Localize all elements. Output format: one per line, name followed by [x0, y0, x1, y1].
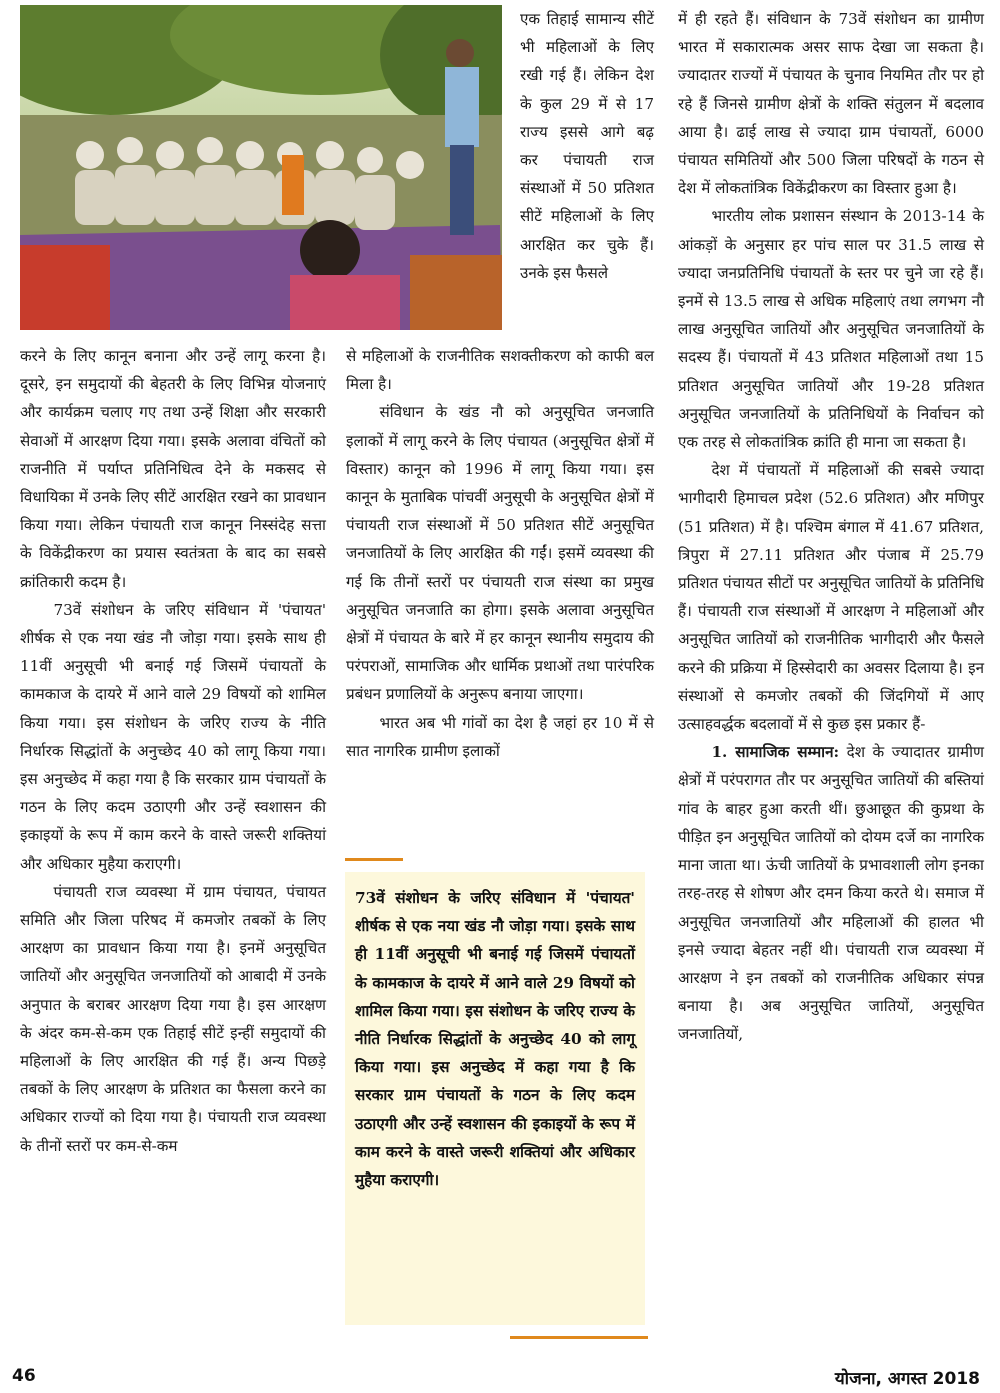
column-3-text: [678, 5, 984, 1049]
callout-box: [345, 872, 645, 1325]
callout-top-rule: [345, 858, 403, 861]
section-1-text: देश के ज्यादातर ग्रामीण क्षेत्रों में परंपरागत तौर पर अनुसूचित जातियों की बस्तियां गांव के बाहर हुआ करती थीं। छुआछूत की कुप्रथा के पीड़ित इन अनुसूचित जातियों को दोयम दर्जे का नागरिक माना जाता था। ऊंची जातियों के प्रभावशाली लोग इनका तरह-तरह से शोषण और दमन किया करते थे। समाज में अनुसूचित जनजातियों और महिलाओं की हालत भी इनसे ज्यादा बेहतर नहीं थी। पंचायती राज व्यवस्था में आरक्षण ने इन तबकों को राजनीतिक अधिकार संपन्न बनाया है। अब अनुसूचित जातियों, अनुसूचित जनजातियों,: [678, 743, 984, 1044]
section-1-paragraph: [678, 738, 984, 1048]
callout-text: 73वें संशोधन के जरिए संविधान में 'पंचायत' शीर्षक से एक नया खंड नौ जोड़ा गया। इसके साथ ही 11वीं अनुसूची भी बनाई गई जिसमें पंचायतों के कामकाज के दायरे में आने वाले 29 विषयों को शामिल किया गया। इस संशोधन के जरिए राज्य के नीति निर्धारक सिद्धांतों के अनुच्छेद 40 को लागू किया गया। इस अनुच्छेद में कहा गया है कि सरकार ग्राम पंचायतों के गठन के लिए कदम उठाएगी और उन्हें स्वशासन की इकाइयों के रूप में काम करने के वास्ते जरूरी शक्तियां और अधिकार मुहैया कराएगी।: [355, 889, 635, 1190]
paragraph: पंचायती राज व्यवस्था में ग्राम पंचायत, पंचायत समिति और जिला परिषद में कमजोर तबकों के लिए आरक्षण का प्रावधान किया गया है। इनमें अनुसूचित जातियों और अनुसूचित जनजातियों को आबादी में उनके अनुपात के बराबर आरक्षण दिया गया है। इस आरक्षण के अंदर कम-से-कम एक तिहाई सीटें इन्हीं समुदायों की महिलाओं के लिए आरक्षित की गई हैं। अन्य पिछड़े तबकों के लिए आरक्षण के प्रतिशत का फैसला करने का अधिकार राज्यों को दिया गया है। पंचायती राज व्यवस्था के तीनों स्तरों पर कम-से-कम: [20, 882, 326, 1155]
paragraph: से महिलाओं के राजनीतिक सशक्तीकरण को काफी बल मिला है।: [346, 347, 654, 394]
column-1-top-text: [520, 5, 654, 287]
paragraph: में ही रहते हैं। संविधान के 73वें संशोधन का ग्रामीण भारत में सकारात्मक असर साफ देखा जा सकता है। ज्यादातर राज्यों में पंचायत के चुनाव नियमित तौर पर हो रहे हैं जिनसे ग्रामीण क्षेत्रों के शक्ति संतुलन में बदलाव आया है। ढाई लाख से ज्यादा ग्राम पंचायतों, 6000 पंचायत समितियों और 500 जिला परिषदों के गठन से देश में लोकतांत्रिक विकेंद्रीकरण का विस्तार हुआ है।: [678, 10, 984, 198]
paragraph: भारत अब भी गांवों का देश है जहां हर 10 में से सात नागरिक ग्रामीण इलाकों: [346, 713, 654, 760]
column-2-text: [346, 342, 654, 765]
paragraph: 73वें संशोधन के जरिए संविधान में 'पंचायत' शीर्षक से एक नया खंड नौ जोड़ा गया। इसके साथ ही 11वीं अनुसूची भी बनाई गई जिसमें पंचायतों के कामकाज के दायरे में आने वाले 29 विषयों को शामिल किया गया। इस संशोधन के जरिए राज्य के नीति निर्धारक सिद्धांतों के अनुच्छेद 40 को लागू किया गया। इस अनुच्छेद में कहा गया है कि सरकार ग्राम पंचायतों के गठन के लिए कदम उठाएगी और उन्हें स्वशासन की इकाइयों के रूप में काम करने के वास्ते जरूरी शक्तियां और अधिकार मुहैया कराएगी।: [20, 600, 326, 873]
photo-illustration: [20, 5, 502, 330]
paragraph: भारतीय लोक प्रशासन संस्थान के 2013-14 के आंकड़ों के अनुसार हर पांच साल पर 31.5 लाख से ज्यादा जनप्रतिनिधि पंचायतों के स्तर पर चुने जा रहे हैं। इनमें से 13.5 लाख से अधिक महिलाएं तथा लगभग नौ लाख अनुसूचित जातियों और अनुसूचित जनजातियों के सदस्य हैं। पंचायतों में 43 प्रतिशत महिलाओं तथा 15 प्रतिशत अनुसूचित जातियों और 19-28 प्रतिशत अनुसूचित जनजातियों के प्रतिनिधियों के निर्वाचन को एक तरह से लोकतांत्रिक क्रांति ही माना जा सकता है।: [678, 207, 984, 452]
paragraph: देश में पंचायतों में महिलाओं की सबसे ज्यादा भागीदारी हिमाचल प्रदेश (52.6 प्रतिशत) और मणिपुर (51 प्रतिशत) में है। पश्चिम बंगाल में 41.67 प्रतिशत, त्रिपुरा में 27.11 प्रतिशत और पंजाब में 25.79 प्रतिशत पंचायत सीटों पर अनुसूचित जातियों के प्रतिनिधि हैं। पंचायती राज संस्थाओं में आरक्षण ने महिलाओं और अनुसूचित जातियों को राजनीतिक भागीदारी और फैसले करने की प्रक्रिया में हिस्सेदारी का अवसर दिलाया है। इन संस्थाओं से कमजोर तबकों की जिंदगियों में आए उत्साहवर्द्धक बदलावों में से कुछ इस प्रकार हैं-: [678, 461, 984, 734]
paragraph: संविधान के खंड नौ को अनुसूचित जनजाति इलाकों में लागू करने के लिए पंचायत (अनुसूचित क्षेत्रों में विस्तार) कानून को 1996 में लागू किया गया। इस कानून के मुताबिक पांचवीं अनुसूची के अनुसूचित क्षेत्रों में पंचायती राज संस्थाओं में 50 प्रतिशत सीटें अनुसूचित जनजातियों के लिए आरक्षित की गईं। इसमें व्यवस्था की गई कि तीनों स्तरों पर पंचायती राज संस्था का प्रमुख अनुसूचित जनजाति का होगा। इसके अलावा अनुसूचित क्षेत्रों में पंचायत के बारे में हर कानून स्थानीय समुदाय की परंपराओं, सामाजिक और धार्मिक प्रथाओं तथा पारंपरिक प्रबंधन प्रणालियों के अनुरूप बनाया जाएगा।: [346, 403, 654, 704]
magazine-issue: योजना, अगस्त 2018: [834, 1369, 980, 1389]
section-1-heading: 1. सामाजिक सम्मान:: [711, 743, 840, 762]
paragraph: करने के लिए कानून बनाना और उन्हें लागू करना है। दूसरे, इन समुदायों की बेहतरी के लिए विभिन्न योजनाएं और कार्यक्रम चलाए गए तथा उन्हें शिक्षा और सरकारी सेवाओं में आरक्षण दिया गया। इसके अलावा वंचितों को राजनीति में पर्याप्त प्रतिनिधित्व देने के मकसद से विधायिका में उनके लिए सीटें आरक्षित रखने का प्रावधान किया गया। लेकिन पंचायती राज कानून निस्संदेह सत्ता के विकेंद्रीकरण का प्रयास स्वतंत्रता के बाद का सबसे क्रांतिकारी कदम है।: [20, 347, 326, 591]
village-meeting-photo: [20, 5, 502, 330]
page-number: 46: [12, 1366, 36, 1386]
column-1-text: [20, 342, 326, 1160]
callout-bottom-rule: [510, 1336, 648, 1339]
paragraph: एक तिहाई सामान्य सीटें भी महिलाओं के लिए रखी गई हैं। लेकिन देश के कुल 29 में से 17 राज्य इससे आगे बढ़ कर पंचायती राज संस्थाओं में 50 प्रतिशत सीटें महिलाओं के लिए आरक्षित कर चुके हैं। उनके इस फैसले: [520, 10, 654, 282]
